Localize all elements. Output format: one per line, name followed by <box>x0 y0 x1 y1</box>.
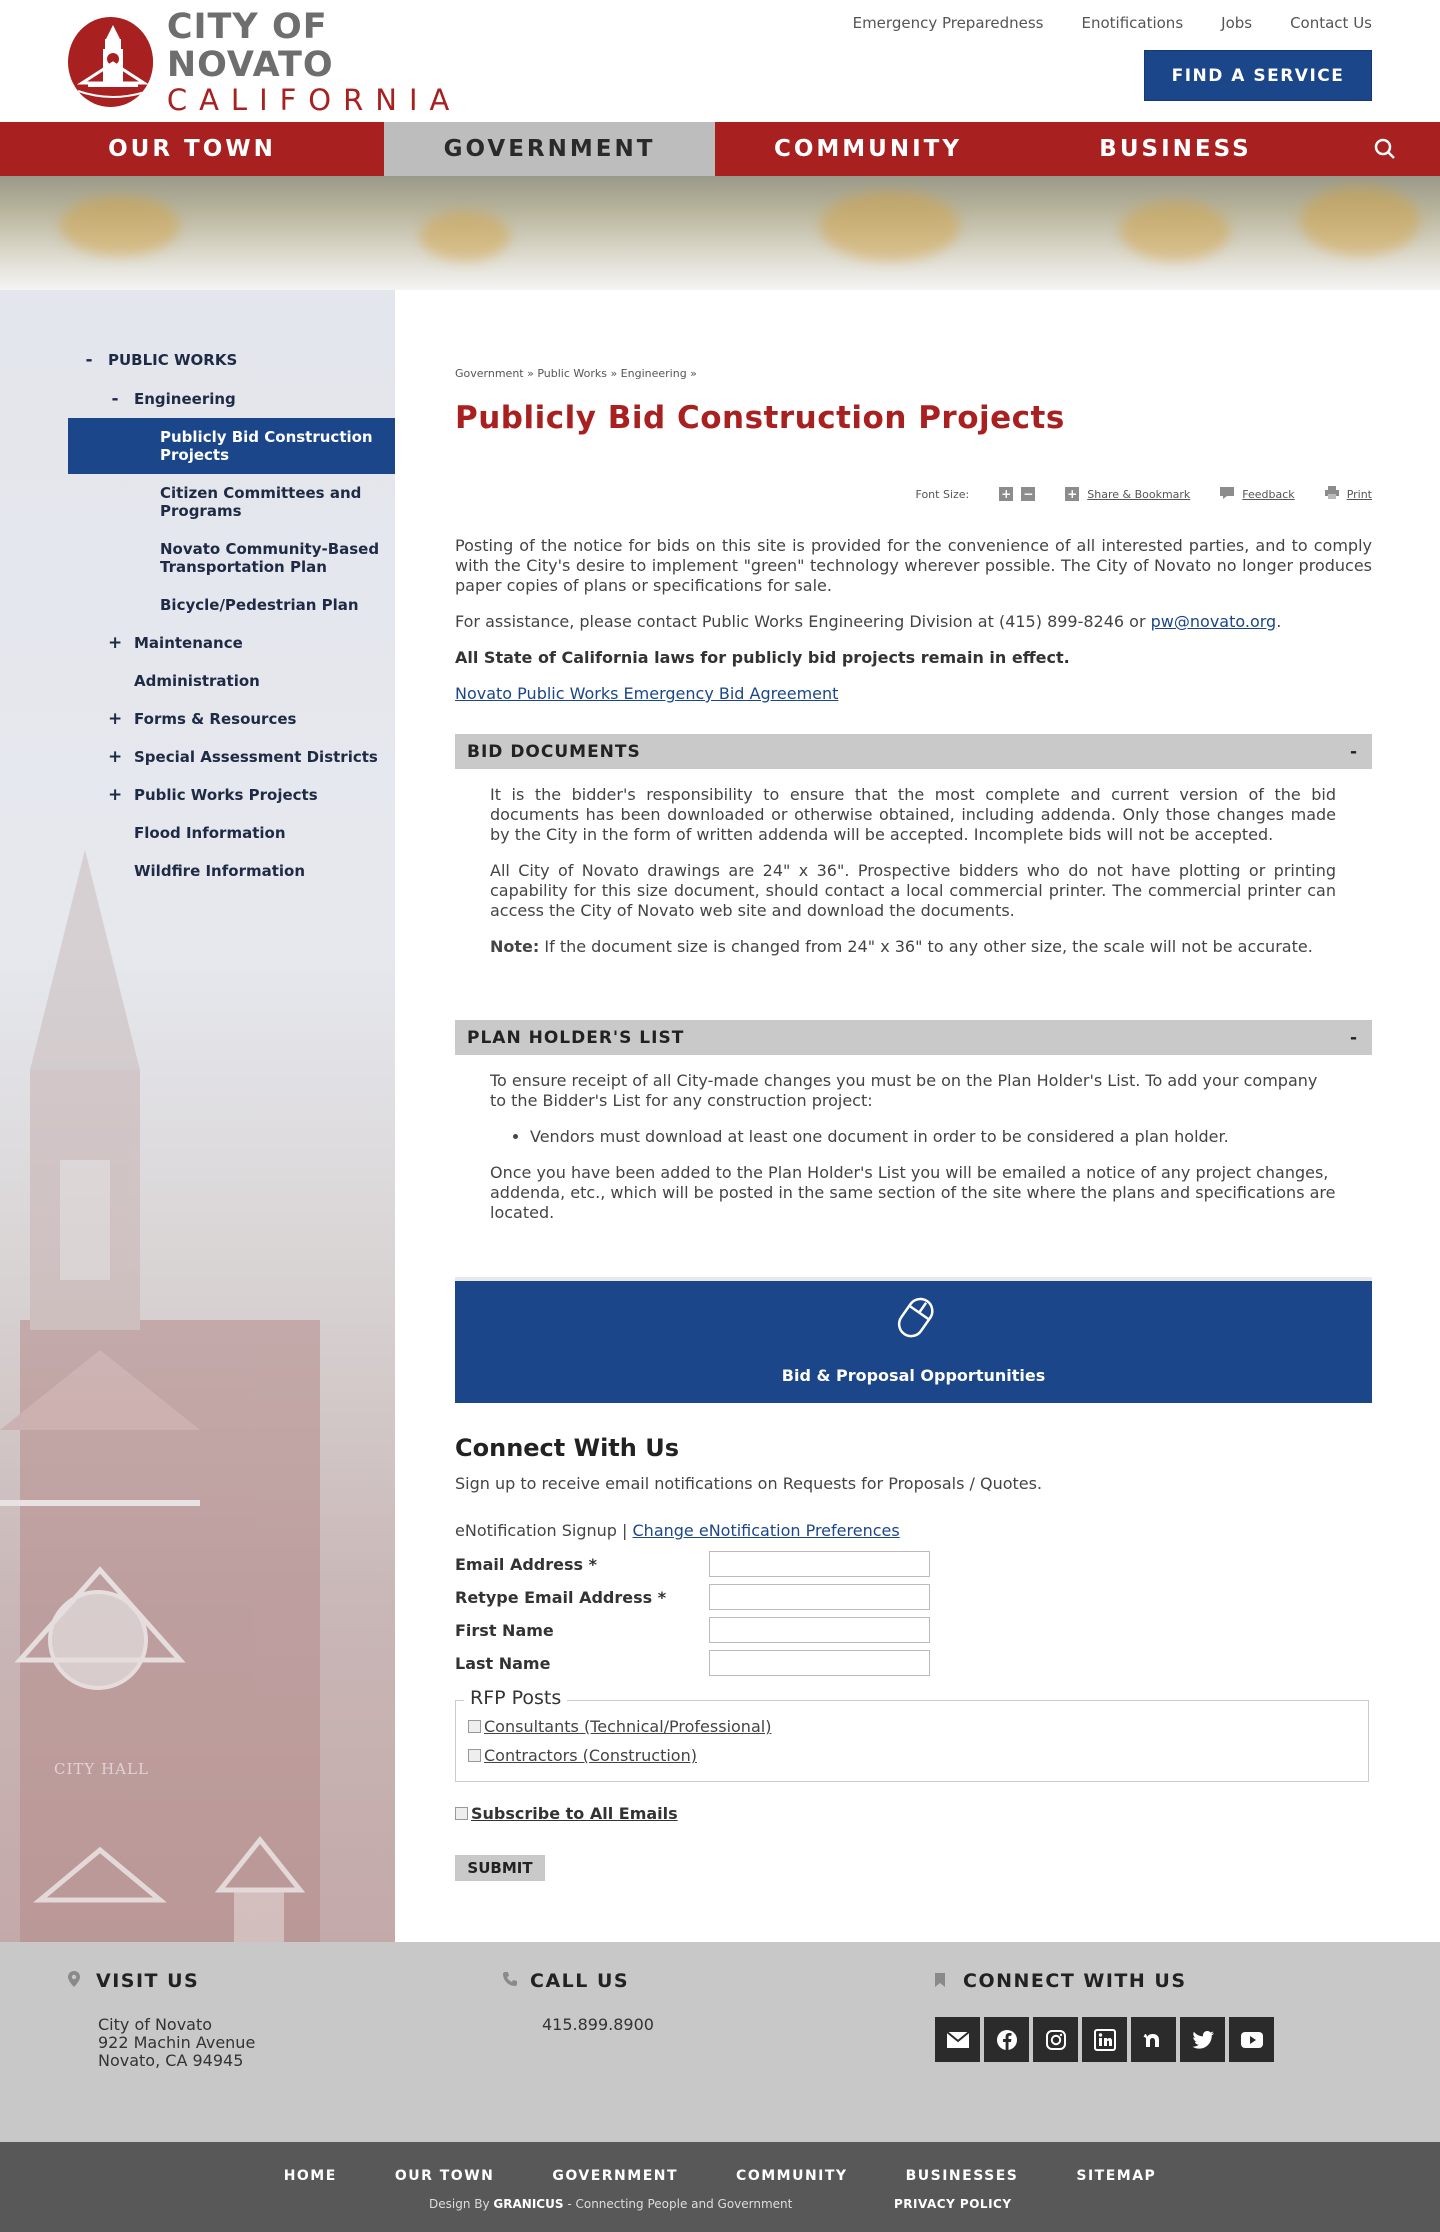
subscribe-all-label[interactable]: Subscribe to All Emails <box>471 1804 678 1823</box>
footer-link-home[interactable]: HOME <box>283 2168 337 2184</box>
checkbox[interactable] <box>468 1720 481 1733</box>
last-name-row <box>455 1650 935 1676</box>
main-nav <box>0 122 1440 176</box>
plan-holders-body <box>490 1071 1336 1239</box>
intro-text <box>455 536 1372 704</box>
logo-city-name: CITY OF NOVATO <box>166 7 334 85</box>
retype-email-row <box>455 1584 935 1610</box>
page-title: Publicly Bid Construction Projects <box>455 400 1065 436</box>
nav-our-town[interactable]: OUR TOWN <box>108 136 276 162</box>
visit-us-section <box>68 1970 255 2070</box>
footer-bottom <box>0 2142 1440 2232</box>
sidebar-item-assessment-districts[interactable] <box>68 738 395 776</box>
sidebar-item-maintenance[interactable] <box>68 624 395 662</box>
note-label: Note: <box>490 937 540 956</box>
intro-paragraph: Posting of the notice for bids on this site is provided for the convenience of all interested parties, and to comply with the City's desire to implement "green" technology wherever possible. The City of Novato no longer produces paper copies of plans or specifications for sale. <box>455 536 1372 595</box>
share-icon: + <box>1067 487 1078 501</box>
retype-email-label: Retype Email Address * <box>455 1587 667 1607</box>
rfp-option-label[interactable]: Consultants (Technical/Professional) <box>484 1717 772 1736</box>
facebook-icon[interactable] <box>984 2017 1029 2062</box>
expand-toggle[interactable]: + <box>108 709 123 729</box>
utility-link-jobs[interactable]: Jobs <box>1221 14 1253 32</box>
address-line: City of Novato <box>98 2015 213 2034</box>
bid-docs-paragraph: It is the bidder's responsibility to ensure that the most complete and current version of the bid documents has been downloaded or otherwise obtained, including addenda. Only those changes made by the City in the form of written addenda will be accepted. Incomplete bids will not be accepted. <box>490 785 1336 844</box>
address-line: 922 Machin Avenue <box>98 2033 256 2052</box>
checkbox[interactable] <box>455 1807 468 1820</box>
connect-subtitle: Sign up to receive email notifications on Requests for Proposals / Quotes. <box>455 1474 1043 1493</box>
bid-documents-header[interactable] <box>455 734 1372 769</box>
sidebar-item-flood-information[interactable] <box>68 814 395 852</box>
footer-link-government[interactable]: GOVERNMENT <box>552 2168 679 2184</box>
accordion-title: PLAN HOLDER'S LIST <box>467 1027 685 1048</box>
utility-link-contact[interactable]: Contact Us <box>1290 14 1372 32</box>
connect-section <box>935 1970 1274 2062</box>
nav-business[interactable]: BUSINESS <box>1099 136 1252 162</box>
plan-holders-list <box>530 1127 1336 1147</box>
footer-link-sitemap[interactable]: SITEMAP <box>1076 2168 1157 2184</box>
page-tools <box>916 486 1372 502</box>
enotification-label: eNotification Signup | <box>455 1521 628 1540</box>
footer <box>0 1942 1440 2142</box>
city-hall-caption: CITY HALL <box>54 1760 149 1778</box>
expand-toggle[interactable]: + <box>108 785 123 805</box>
search-icon[interactable] <box>1330 122 1440 176</box>
utility-link-emergency[interactable]: Emergency Preparedness <box>852 14 1044 32</box>
address-line: Novato, CA 94945 <box>98 2051 244 2070</box>
expand-toggle[interactable]: + <box>108 633 123 653</box>
sidebar-item-public-works-projects[interactable] <box>68 776 395 814</box>
visit-us-title: VISIT US <box>96 1970 200 1992</box>
logo-state-name: CALIFORNIA <box>166 83 462 117</box>
email-label: Email Address * <box>455 1554 597 1574</box>
print-icon <box>1325 486 1339 502</box>
sidebar-item-label: Forms & Resources <box>134 710 297 728</box>
bid-docs-note <box>490 937 1336 957</box>
call-us-title: CALL US <box>530 1970 630 1992</box>
submit-button[interactable]: SUBMIT <box>455 1855 545 1881</box>
sidebar-item-label: Citizen Committees and Programs <box>160 484 362 520</box>
mouse-icon <box>888 1295 940 1349</box>
city-seal-icon <box>68 17 153 107</box>
bid-banner-label: Bid & Proposal Opportunities <box>781 1366 1046 1385</box>
collapse-toggle[interactable]: - <box>1349 1027 1358 1048</box>
sidebar-item-engineering[interactable] <box>68 380 395 418</box>
sidebar-item-citizen-committees[interactable] <box>68 474 395 530</box>
rfp-posts-fieldset <box>455 1687 1369 1782</box>
assistance-text: For assistance, please contact Public Works Engineering Division at (415) 899-8246 or <box>455 612 1146 631</box>
rfp-option-contractors[interactable] <box>468 1746 697 1765</box>
utility-link-enotifications[interactable]: Enotifications <box>1081 14 1184 32</box>
connect-title: Connect With Us <box>455 1434 679 1462</box>
footer-link-our-town[interactable]: OUR TOWN <box>394 2168 495 2184</box>
phone-number[interactable]: 415.899.8900 <box>542 2015 654 2034</box>
feedback-icon <box>1220 487 1234 502</box>
sidebar-item-label: PUBLIC WORKS <box>108 351 238 369</box>
sidebar-item-label: Administration <box>134 672 260 690</box>
print-link[interactable]: Print <box>1346 487 1372 501</box>
nav-community[interactable]: COMMUNITY <box>773 136 963 162</box>
sidebar-item-label: Bicycle/Pedestrian Plan <box>160 596 359 614</box>
credit-prefix: Design By <box>429 2197 490 2211</box>
nextdoor-icon[interactable] <box>1131 2017 1176 2062</box>
sidebar-item-label: Engineering <box>134 390 236 408</box>
sidebar-item-label: Special Assessment Districts <box>134 748 378 766</box>
bid-documents-body <box>490 785 1336 973</box>
location-pin-icon <box>68 1971 96 1991</box>
sidebar-item-label: Publicly Bid Construction Projects <box>160 428 373 464</box>
change-preferences-link[interactable]: Change eNotification Preferences <box>632 1521 900 1540</box>
footer-link-businesses[interactable]: BUSINESSES <box>905 2168 1019 2184</box>
credit-suffix: - Connecting People and Government <box>567 2197 793 2211</box>
checkbox[interactable] <box>468 1749 481 1762</box>
bid-docs-paragraph: All City of Novato drawings are 24" x 36". Prospective bidders who do not have plotting or printing capability for this size document, should contact a local commercial printer. The commercial printer can access the City of Novato web site and download the documents. <box>490 861 1336 920</box>
linkedin-icon[interactable] <box>1082 2017 1127 2062</box>
sidebar-item-administration[interactable] <box>68 662 395 700</box>
footer-nav <box>0 2168 1440 2184</box>
header-banner-image <box>0 176 1440 290</box>
laws-notice: All State of California laws for publicly bid projects remain in effect. <box>455 648 1070 667</box>
utility-links <box>853 14 1372 32</box>
email-row <box>455 1551 935 1577</box>
instagram-icon[interactable] <box>1033 2017 1078 2062</box>
emergency-bid-agreement-link[interactable]: Novato Public Works Emergency Bid Agreement <box>455 684 839 703</box>
list-item: • Vendors must download at least one document in order to be considered a plan holder. <box>530 1127 1336 1147</box>
breadcrumb[interactable]: Government » Public Works » Engineering » <box>455 367 697 380</box>
collapse-toggle[interactable]: - <box>1349 741 1358 762</box>
bookmark-icon <box>935 1972 963 1991</box>
rfp-option-consultants[interactable] <box>468 1717 771 1736</box>
sidebar-item-public-works[interactable] <box>68 340 395 380</box>
bid-proposal-opportunities-banner[interactable] <box>455 1277 1372 1403</box>
first-name-field[interactable] <box>709 1617 930 1643</box>
email-field[interactable] <box>709 1551 930 1577</box>
phone-icon <box>502 1971 530 1991</box>
first-name-row <box>455 1617 935 1643</box>
sidebar-item-publicly-bid[interactable] <box>68 418 395 474</box>
connect-with-us-title: CONNECT WITH US <box>963 1970 1187 1992</box>
granicus-link[interactable]: GRANICUS <box>493 2197 564 2211</box>
twitter-icon[interactable] <box>1180 2017 1225 2062</box>
share-bookmark-link[interactable]: Share & Bookmark <box>1087 487 1191 501</box>
youtube-icon[interactable] <box>1229 2017 1274 2062</box>
call-us-section <box>502 1970 654 2034</box>
sidebar-item-transportation-plan[interactable] <box>68 530 395 586</box>
sidebar-item-label: Novato Community-Based Transportation Plan <box>160 540 380 576</box>
sidebar-item-bicycle-plan[interactable] <box>68 586 395 624</box>
plan-holders-header[interactable] <box>455 1020 1372 1055</box>
assistance-period: . <box>1276 612 1282 631</box>
city-logo[interactable] <box>68 7 488 117</box>
last-name-field[interactable] <box>709 1650 930 1676</box>
email-link[interactable]: pw@novato.org <box>1150 612 1277 631</box>
first-name-label: First Name <box>455 1620 554 1640</box>
accordion-title: BID DOCUMENTS <box>467 741 641 762</box>
design-credit <box>429 2197 792 2211</box>
sidebar <box>0 290 395 1942</box>
retype-email-field[interactable] <box>709 1584 930 1610</box>
site-header <box>0 0 1440 122</box>
font-size-label: Font Size: <box>915 487 970 501</box>
social-links <box>935 2017 1274 2062</box>
rfp-posts-legend: RFP Posts <box>464 1687 567 1709</box>
find-a-service-button[interactable]: FIND A SERVICE <box>1144 50 1372 101</box>
collapse-toggle[interactable]: - <box>111 389 119 409</box>
last-name-label: Last Name <box>455 1653 551 1673</box>
sidebar-item-label: Wildfire Information <box>134 862 306 880</box>
sidebar-item-label: Flood Information <box>134 824 286 842</box>
expand-toggle[interactable]: + <box>108 747 123 767</box>
plan-holders-paragraph: Once you have been added to the Plan Holder's List you will be emailed a notice of any project changes, addenda, etc., which will be posted in the same section of the site where the plans and specifications are located. <box>490 1163 1336 1222</box>
feedback-link[interactable]: Feedback <box>1242 487 1295 501</box>
subscribe-all-option[interactable] <box>455 1804 678 1823</box>
plan-holders-paragraph: To ensure receipt of all City-made changes you must be on the Plan Holder's List. To add your company to the Bidder's List for any construction project: <box>490 1071 1318 1110</box>
font-increase-button[interactable]: + <box>1001 487 1012 501</box>
assistance-paragraph <box>455 612 1372 632</box>
font-decrease-button[interactable]: − <box>1023 487 1034 501</box>
note-text: If the document size is changed from 24" x 36" to any other size, the scale will not be accurate. <box>544 937 1313 956</box>
nav-government[interactable]: GOVERNMENT <box>384 122 715 176</box>
enotification-line <box>455 1521 900 1540</box>
email-icon[interactable] <box>935 2017 980 2062</box>
sidebar-nav <box>68 340 395 890</box>
sidebar-item-label: Maintenance <box>134 634 243 652</box>
privacy-policy-link[interactable]: PRIVACY POLICY <box>894 2197 1012 2211</box>
sidebar-item-label: Public Works Projects <box>134 786 318 804</box>
sidebar-item-wildfire-information[interactable] <box>68 852 395 890</box>
rfp-option-label[interactable]: Contractors (Construction) <box>484 1746 697 1765</box>
collapse-toggle[interactable]: - <box>85 350 93 370</box>
footer-link-community[interactable]: COMMUNITY <box>736 2168 848 2184</box>
sidebar-item-forms-resources[interactable] <box>68 700 395 738</box>
